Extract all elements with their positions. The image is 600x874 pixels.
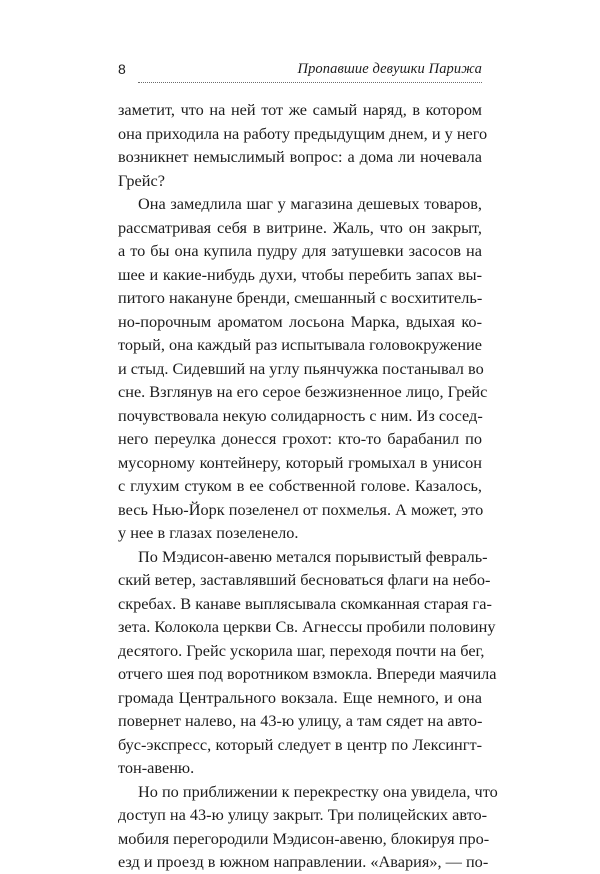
text-line: тон-авеню. <box>118 758 195 777</box>
text-line: ский ветер, заставлявший бесноваться флаги на небо- <box>118 570 491 589</box>
paragraph <box>118 192 488 545</box>
text-line: но-порочным ароматом лосьона Марка, вдыхая ко- <box>118 311 482 331</box>
text-line: По Мэдисон-авеню метался порывистый февраль- <box>138 546 488 566</box>
text-line: весь Нью-Йорк позеленел от похмелья. А может, это <box>118 499 484 519</box>
running-head <box>118 61 482 83</box>
text-line: Она замедлила шаг у магазина дешевых товаров, <box>138 194 482 213</box>
text-line: с глухим стуком в ее собственной голове. Казалось, <box>118 476 482 495</box>
text-line: громада Центрального вокзала. Еще немного, и она <box>118 687 482 707</box>
text-line: езд и проезд в южном направлении. «Авария», — по- <box>118 852 489 871</box>
text-line: почувствовала некую солидарность с ним. Из сосед- <box>118 405 483 425</box>
paragraph <box>118 545 497 780</box>
text-line: повернет налево, на 43-ю улицу, а там сядет на авто- <box>118 711 483 730</box>
text-line: отчего шея под воротником взмокла. Впереди маячила <box>118 664 497 683</box>
text-line: сне. Взглянув на его серое безжизненное лицо, Грейс <box>118 382 488 401</box>
header-dotted-rule <box>138 82 482 83</box>
text-line: а то бы она купила пудру для затушевки засосов на <box>118 241 482 260</box>
text-line: доступ на 43-ю улицу закрыт. Три полицейских авто- <box>118 805 488 824</box>
text-line: мусорному контейнеру, который громыхал в унисон <box>118 452 482 472</box>
text-line: него переулка донесся грохот: кто-то барабанил по <box>118 429 482 448</box>
text-line: питого накануне бренди, смешанный с восхититель- <box>118 288 483 307</box>
text-line: десятого. Грейс ускорила шаг, переходя почти на бег, <box>118 640 485 660</box>
text-line: зета. Колокола церкви Св. Агнессы пробили половину <box>118 617 496 636</box>
text-line: рассматривая себя в витрине. Жаль, что он закрыт, <box>118 217 482 237</box>
text-line: мобиля перегородили Мэдисон-авеню, блокируя про- <box>118 828 490 848</box>
body-text <box>118 98 498 874</box>
paragraph <box>118 780 498 874</box>
text-line: она приходила на работу предыдущим днем, и у него <box>118 123 488 143</box>
text-line: и стыд. Сидевший на углу пьянчужка постанывал во <box>118 358 484 378</box>
text-line: шее и какие-нибудь духи, чтобы перебить запах вы- <box>118 264 482 284</box>
text-line: у нее в глазах позеленело. <box>118 523 299 542</box>
text-line: заметит, что на ней тот же самый наряд, в котором <box>118 100 482 119</box>
text-line: торый, она каждый раз испытывала головокружение <box>118 335 482 354</box>
running-title: Пропавшие девушки Парижа <box>297 61 482 77</box>
page-number: 8 <box>118 61 126 77</box>
text-line: скребах. В канаве выплясывала скомканная старая га- <box>118 593 492 613</box>
text-line: Грейс? <box>118 170 165 190</box>
paragraph <box>118 98 488 192</box>
text-line: Но по приближении к перекрестку она увидела, что <box>138 781 498 801</box>
text-line: возникнет немыслимый вопрос: а дома ли ночевала <box>118 147 482 166</box>
text-line: бус-экспресс, который следует в центр по Лексингт- <box>118 734 482 754</box>
